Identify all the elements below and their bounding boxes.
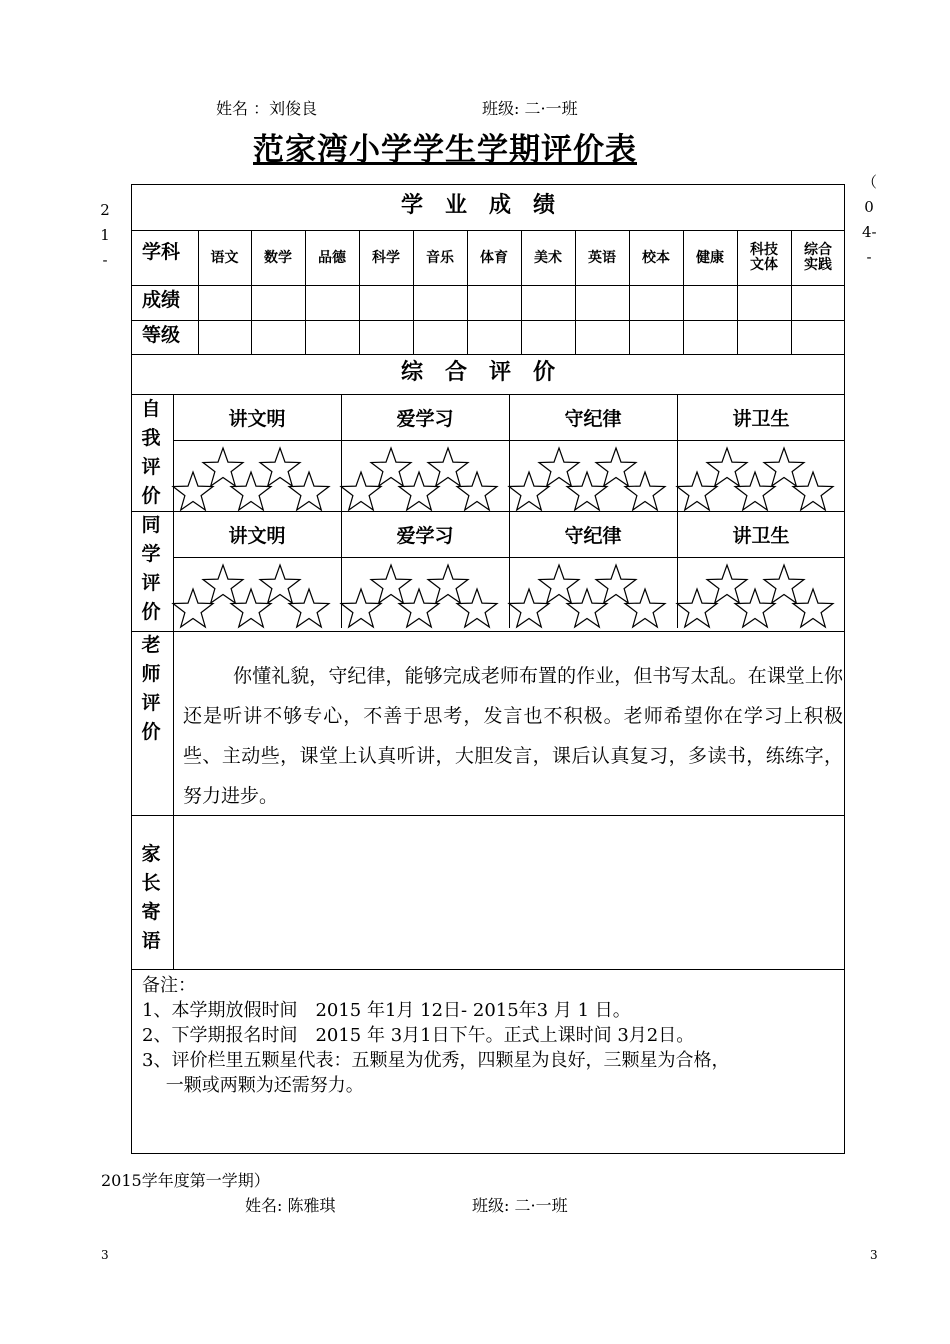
academic-caption: 学业成绩 bbox=[400, 193, 577, 218]
grade-cell[interactable] bbox=[683, 321, 737, 354]
subject-header-cell: 语文 bbox=[210, 250, 239, 266]
grade-cell[interactable] bbox=[198, 321, 251, 354]
score-label: 成绩 bbox=[142, 289, 181, 311]
score-cell[interactable] bbox=[521, 286, 575, 319]
self-star-icon[interactable] bbox=[455, 470, 499, 514]
grade-label: 等级 bbox=[142, 324, 181, 346]
self-star-icon[interactable] bbox=[733, 470, 777, 514]
notes-heading: 备注： bbox=[142, 975, 196, 996]
peer-eval-label bbox=[139, 511, 163, 627]
page-title: 范家湾小学学生学期评价表 bbox=[253, 132, 637, 168]
self-star-icon[interactable] bbox=[229, 470, 273, 514]
subject-header-cell: 科学 bbox=[372, 250, 400, 266]
self-star-icon[interactable] bbox=[287, 470, 331, 514]
subject-label: 学科 bbox=[142, 241, 181, 263]
score-cell[interactable] bbox=[467, 286, 521, 319]
side-left-text: 2 1 - bbox=[100, 201, 110, 269]
self-eval-label-text: 自我评价 bbox=[141, 398, 161, 507]
page-number-right: 3 bbox=[870, 1248, 878, 1262]
footer-class: 班级: 二·一班 bbox=[472, 1196, 568, 1215]
peer-star-icon[interactable] bbox=[623, 587, 667, 631]
teacher-eval-label-text: 老师评价 bbox=[141, 634, 161, 743]
score-cell[interactable] bbox=[683, 286, 737, 319]
subject-header-cell: 校本 bbox=[642, 250, 670, 266]
parent-message-label-text: 家长寄语 bbox=[141, 843, 161, 952]
peer-star-icon[interactable] bbox=[733, 587, 777, 631]
notes-line-1: 1、本学期放假时间 2015 年1月 12日- 2015年3 月 1 日。 bbox=[142, 1000, 631, 1021]
peer-eval-label-text: 同学评价 bbox=[141, 514, 161, 623]
notes bbox=[142, 973, 729, 1098]
notes-line-2: 2、下学期报名时间 2015 年 3月1日下午。正式上课时间 3月2日。 bbox=[142, 1025, 695, 1046]
peer-star-icon[interactable] bbox=[339, 587, 383, 631]
footer-name: 姓名: 陈雅琪 bbox=[245, 1196, 336, 1215]
self-eval-label bbox=[139, 395, 163, 511]
self-star-icon[interactable] bbox=[339, 470, 383, 514]
peer-star-icon[interactable] bbox=[229, 587, 273, 631]
subject-header-cell: 综合实践 bbox=[804, 242, 832, 273]
score-cell[interactable] bbox=[359, 286, 413, 319]
peer-star-icon[interactable] bbox=[791, 587, 835, 631]
peer-star-icon[interactable] bbox=[455, 587, 499, 631]
grade-cell[interactable] bbox=[737, 321, 791, 354]
notes-line-3: 3、评价栏里五颗星代表：五颗星为优秀，四颗星为良好，三颗星为合格， bbox=[142, 1050, 730, 1071]
self-virtue-label: 讲卫生 bbox=[732, 408, 790, 430]
term-label: 2015学年度第一学期） bbox=[101, 1171, 270, 1190]
peer-virtue-label: 爱学习 bbox=[396, 525, 454, 547]
subject-header-cell: 美术 bbox=[534, 250, 562, 266]
score-cell[interactable] bbox=[791, 286, 845, 319]
peer-virtue-label: 讲文明 bbox=[228, 525, 286, 547]
grade-cell[interactable] bbox=[521, 321, 575, 354]
peer-virtue-label: 讲卫生 bbox=[732, 525, 790, 547]
self-star-icon[interactable] bbox=[397, 470, 441, 514]
score-cell[interactable] bbox=[737, 286, 791, 319]
evaluation-table bbox=[131, 184, 845, 1154]
score-cell[interactable] bbox=[251, 286, 305, 319]
subject-header-cell: 品德 bbox=[318, 250, 346, 266]
score-cell[interactable] bbox=[305, 286, 359, 319]
grade-cell[interactable] bbox=[791, 321, 845, 354]
peer-virtue-label: 守纪律 bbox=[564, 525, 622, 547]
score-cell[interactable] bbox=[629, 286, 683, 319]
self-virtue-label: 爱学习 bbox=[396, 408, 454, 430]
self-star-icon[interactable] bbox=[791, 470, 835, 514]
page-number-left: 3 bbox=[101, 1248, 109, 1262]
self-virtue-label: 讲文明 bbox=[228, 408, 286, 430]
teacher-eval-label bbox=[139, 631, 163, 747]
notes-line-4: 一颗或两颗为还需努力。 bbox=[142, 1075, 364, 1096]
grade-cell[interactable] bbox=[305, 321, 359, 354]
self-star-icon[interactable] bbox=[675, 470, 719, 514]
teacher-comment: 你懂礼貌，守纪律，能够完成老师布置的作业，但书写太乱。在课堂上你还是听讲不够专心，不善于思考，发言也不积极。老师希望你在学习上积极些、主动些，课堂上认真听讲，大胆发言，课后认真复习，多读书，练练字，努力进步。 bbox=[183, 665, 843, 807]
grade-cell[interactable] bbox=[413, 321, 467, 354]
grade-cell[interactable] bbox=[467, 321, 521, 354]
peer-star-icon[interactable] bbox=[171, 587, 215, 631]
peer-star-icon[interactable] bbox=[287, 587, 331, 631]
grade-cell[interactable] bbox=[575, 321, 629, 354]
self-star-icon[interactable] bbox=[565, 470, 609, 514]
score-cell[interactable] bbox=[575, 286, 629, 319]
subject-header-cell: 体育 bbox=[480, 250, 508, 266]
subject-header-cell: 科技文体 bbox=[750, 242, 778, 273]
self-virtue-label: 守纪律 bbox=[564, 408, 622, 430]
overall-caption: 综合评价 bbox=[400, 360, 577, 385]
subject-header-cell: 健康 bbox=[696, 250, 724, 266]
peer-star-icon[interactable] bbox=[397, 587, 441, 631]
subject-header-cell: 音乐 bbox=[426, 250, 454, 266]
score-cell[interactable] bbox=[413, 286, 467, 319]
side-right-text: （ 0 4- - bbox=[862, 173, 878, 266]
grade-cell[interactable] bbox=[629, 321, 683, 354]
parent-message-area[interactable] bbox=[184, 825, 834, 965]
subject-header-cell: 数学 bbox=[264, 250, 292, 266]
self-star-icon[interactable] bbox=[507, 470, 551, 514]
peer-star-icon[interactable] bbox=[565, 587, 609, 631]
self-star-icon[interactable] bbox=[623, 470, 667, 514]
student-name: 姓名 ：刘俊良 bbox=[216, 99, 318, 118]
grade-cell[interactable] bbox=[359, 321, 413, 354]
self-star-icon[interactable] bbox=[171, 470, 215, 514]
peer-star-icon[interactable] bbox=[507, 587, 551, 631]
parent-message-label bbox=[139, 840, 163, 956]
subject-header-cell: 英语 bbox=[588, 250, 616, 266]
student-class: 班级: 二·一班 bbox=[482, 99, 578, 118]
grade-cell[interactable] bbox=[251, 321, 305, 354]
score-cell[interactable] bbox=[198, 286, 251, 319]
peer-star-icon[interactable] bbox=[675, 587, 719, 631]
